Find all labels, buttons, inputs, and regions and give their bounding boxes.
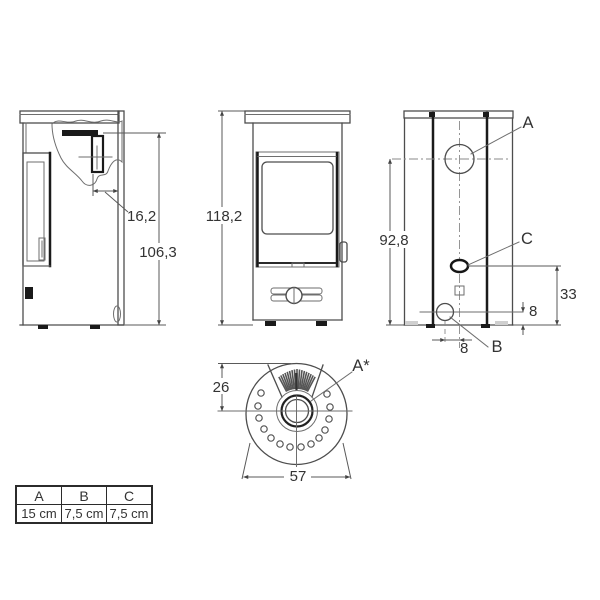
side-view xyxy=(20,111,184,329)
dim-side-flue-offset: 16,2 xyxy=(127,208,157,225)
door-glass xyxy=(262,162,333,234)
front-view xyxy=(200,111,350,326)
table-value-b: 7,5 cm xyxy=(62,505,107,524)
outlet-c-air-inlet xyxy=(451,260,468,272)
table-value-row xyxy=(16,505,152,524)
dim-rear-c-height: 33 xyxy=(560,286,577,303)
table-header-c: C xyxy=(107,486,153,505)
dim-side-flue-height: 106,3 xyxy=(139,244,177,261)
door-handle xyxy=(340,242,347,262)
dim-top-diameter: 57 xyxy=(289,468,307,485)
table-value-a: 15 cm xyxy=(16,505,62,524)
dim-rear-outlet-height: 92,8 xyxy=(379,232,409,249)
dim-top-flue-offset: 26 xyxy=(212,379,230,396)
label-outlet-a-star: A* xyxy=(352,357,370,375)
top-view xyxy=(208,357,370,485)
table-header-row xyxy=(16,486,152,505)
door-frame xyxy=(256,152,339,267)
air-intake xyxy=(25,287,33,299)
air-control-lever xyxy=(271,288,322,304)
label-outlet-b: B xyxy=(491,338,503,356)
label-outlet-c: C xyxy=(521,230,533,248)
table-header-b: B xyxy=(62,486,107,505)
flue-cutaway-outline xyxy=(52,120,122,185)
rear-foot xyxy=(114,306,121,322)
label-outlet-a: A xyxy=(522,114,534,132)
table-header-a: A xyxy=(16,486,62,505)
table-value-c: 7,5 cm xyxy=(107,505,153,524)
dim-rear-b-height: 8 xyxy=(529,303,538,320)
dimension-table xyxy=(15,485,153,524)
rear-view xyxy=(374,111,577,357)
dim-front-height: 118,2 xyxy=(205,208,243,225)
dim-rear-b-offset: 8 xyxy=(460,340,469,357)
